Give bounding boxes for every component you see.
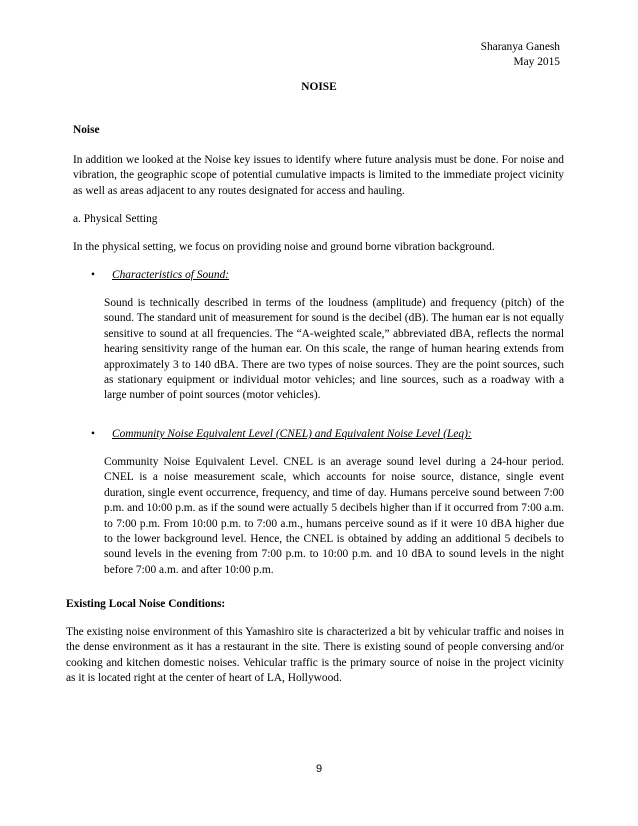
noise-intro-paragraph: In addition we looked at the Noise key issues to identify where future analysis must be done. For noise and vibration, the geographic scope of potential cumulative impacts is limited to the immediate project vicinity as well as areas adjacent to any routes designated for access and hauling. (73, 154, 564, 197)
bullet-label: Community Noise Equivalent Level (CNEL) and Equivalent Noise Level (Leq): (112, 428, 472, 440)
page-title: NOISE (301, 81, 337, 93)
noise-heading: Noise (73, 124, 100, 136)
page-number: 9 (315, 763, 323, 775)
bullet-dot: • (91, 269, 95, 281)
existing-conditions-paragraph: The existing noise environment of this Yamashiro site is characterized a bit by vehicular traffic and noises in the dense environment as it has a restaurant in the site. There is existing sound of people conversing and/or cooking and kitchen domestic noises. Vehicular traffic is the primary source of noise in the project vicinity as it is located right at the center of heart of LA, Hollywood. (66, 626, 564, 685)
physical-setting-paragraph: In the physical setting, we focus on providing noise and ground borne vibration background. (73, 241, 495, 253)
page-header (481, 40, 560, 70)
existing-conditions-heading: Existing Local Noise Conditions: (66, 598, 226, 610)
header-date: May 2015 (513, 56, 560, 68)
physical-setting-subheading: a. Physical Setting (73, 213, 158, 225)
cnel-paragraph: Community Noise Equivalent Level. CNEL is an average sound level during a 24-hour period. CNEL is a noise measurement scale, which accounts for noise source, distance, single event duration, single event occurrence, frequency, and time of day. Humans perceive sound between 7:00 p.m. and 10:00 p.m. as if the sound were actually 5 decibels higher than if it occurred from 7:00 a.m. to 7:00 p.m. From 10:00 p.m. to 7:00 a.m., humans perceive sound as if it were 10 dBA higher due to the lower background level. Hence, the CNEL is obtained by adding an additional 5 decibels to sound levels in the evening from 7:00 p.m. to 10:00 p.m. and 10 dBA to sound levels in the night before 7:00 a.m. and after 10:00 p.m. (104, 456, 564, 576)
bullet-dot: • (91, 428, 95, 440)
bullet-label: Characteristics of Sound: (112, 269, 230, 281)
characteristics-of-sound-paragraph: Sound is technically described in terms of the loudness (amplitude) and frequency (pitch) of the sound. The standard unit of measurement for sound is the decibel (dB). The human ear is not equally sensitive to sound at all frequencies. The “A-weighted scale,” abbreviated dBA, reflects the normal hearing sensitivity range of the human ear. On this scale, the range of human hearing extends from approximately 3 to 140 dBA. There are two types of noise sources. They are the point sources, such as stationary equipment or individual motor vehicles; and line sources, such as a roadway with a large number of point sources (motor vehicles). (104, 297, 564, 402)
author-name: Sharanya Ganesh (480, 41, 560, 53)
